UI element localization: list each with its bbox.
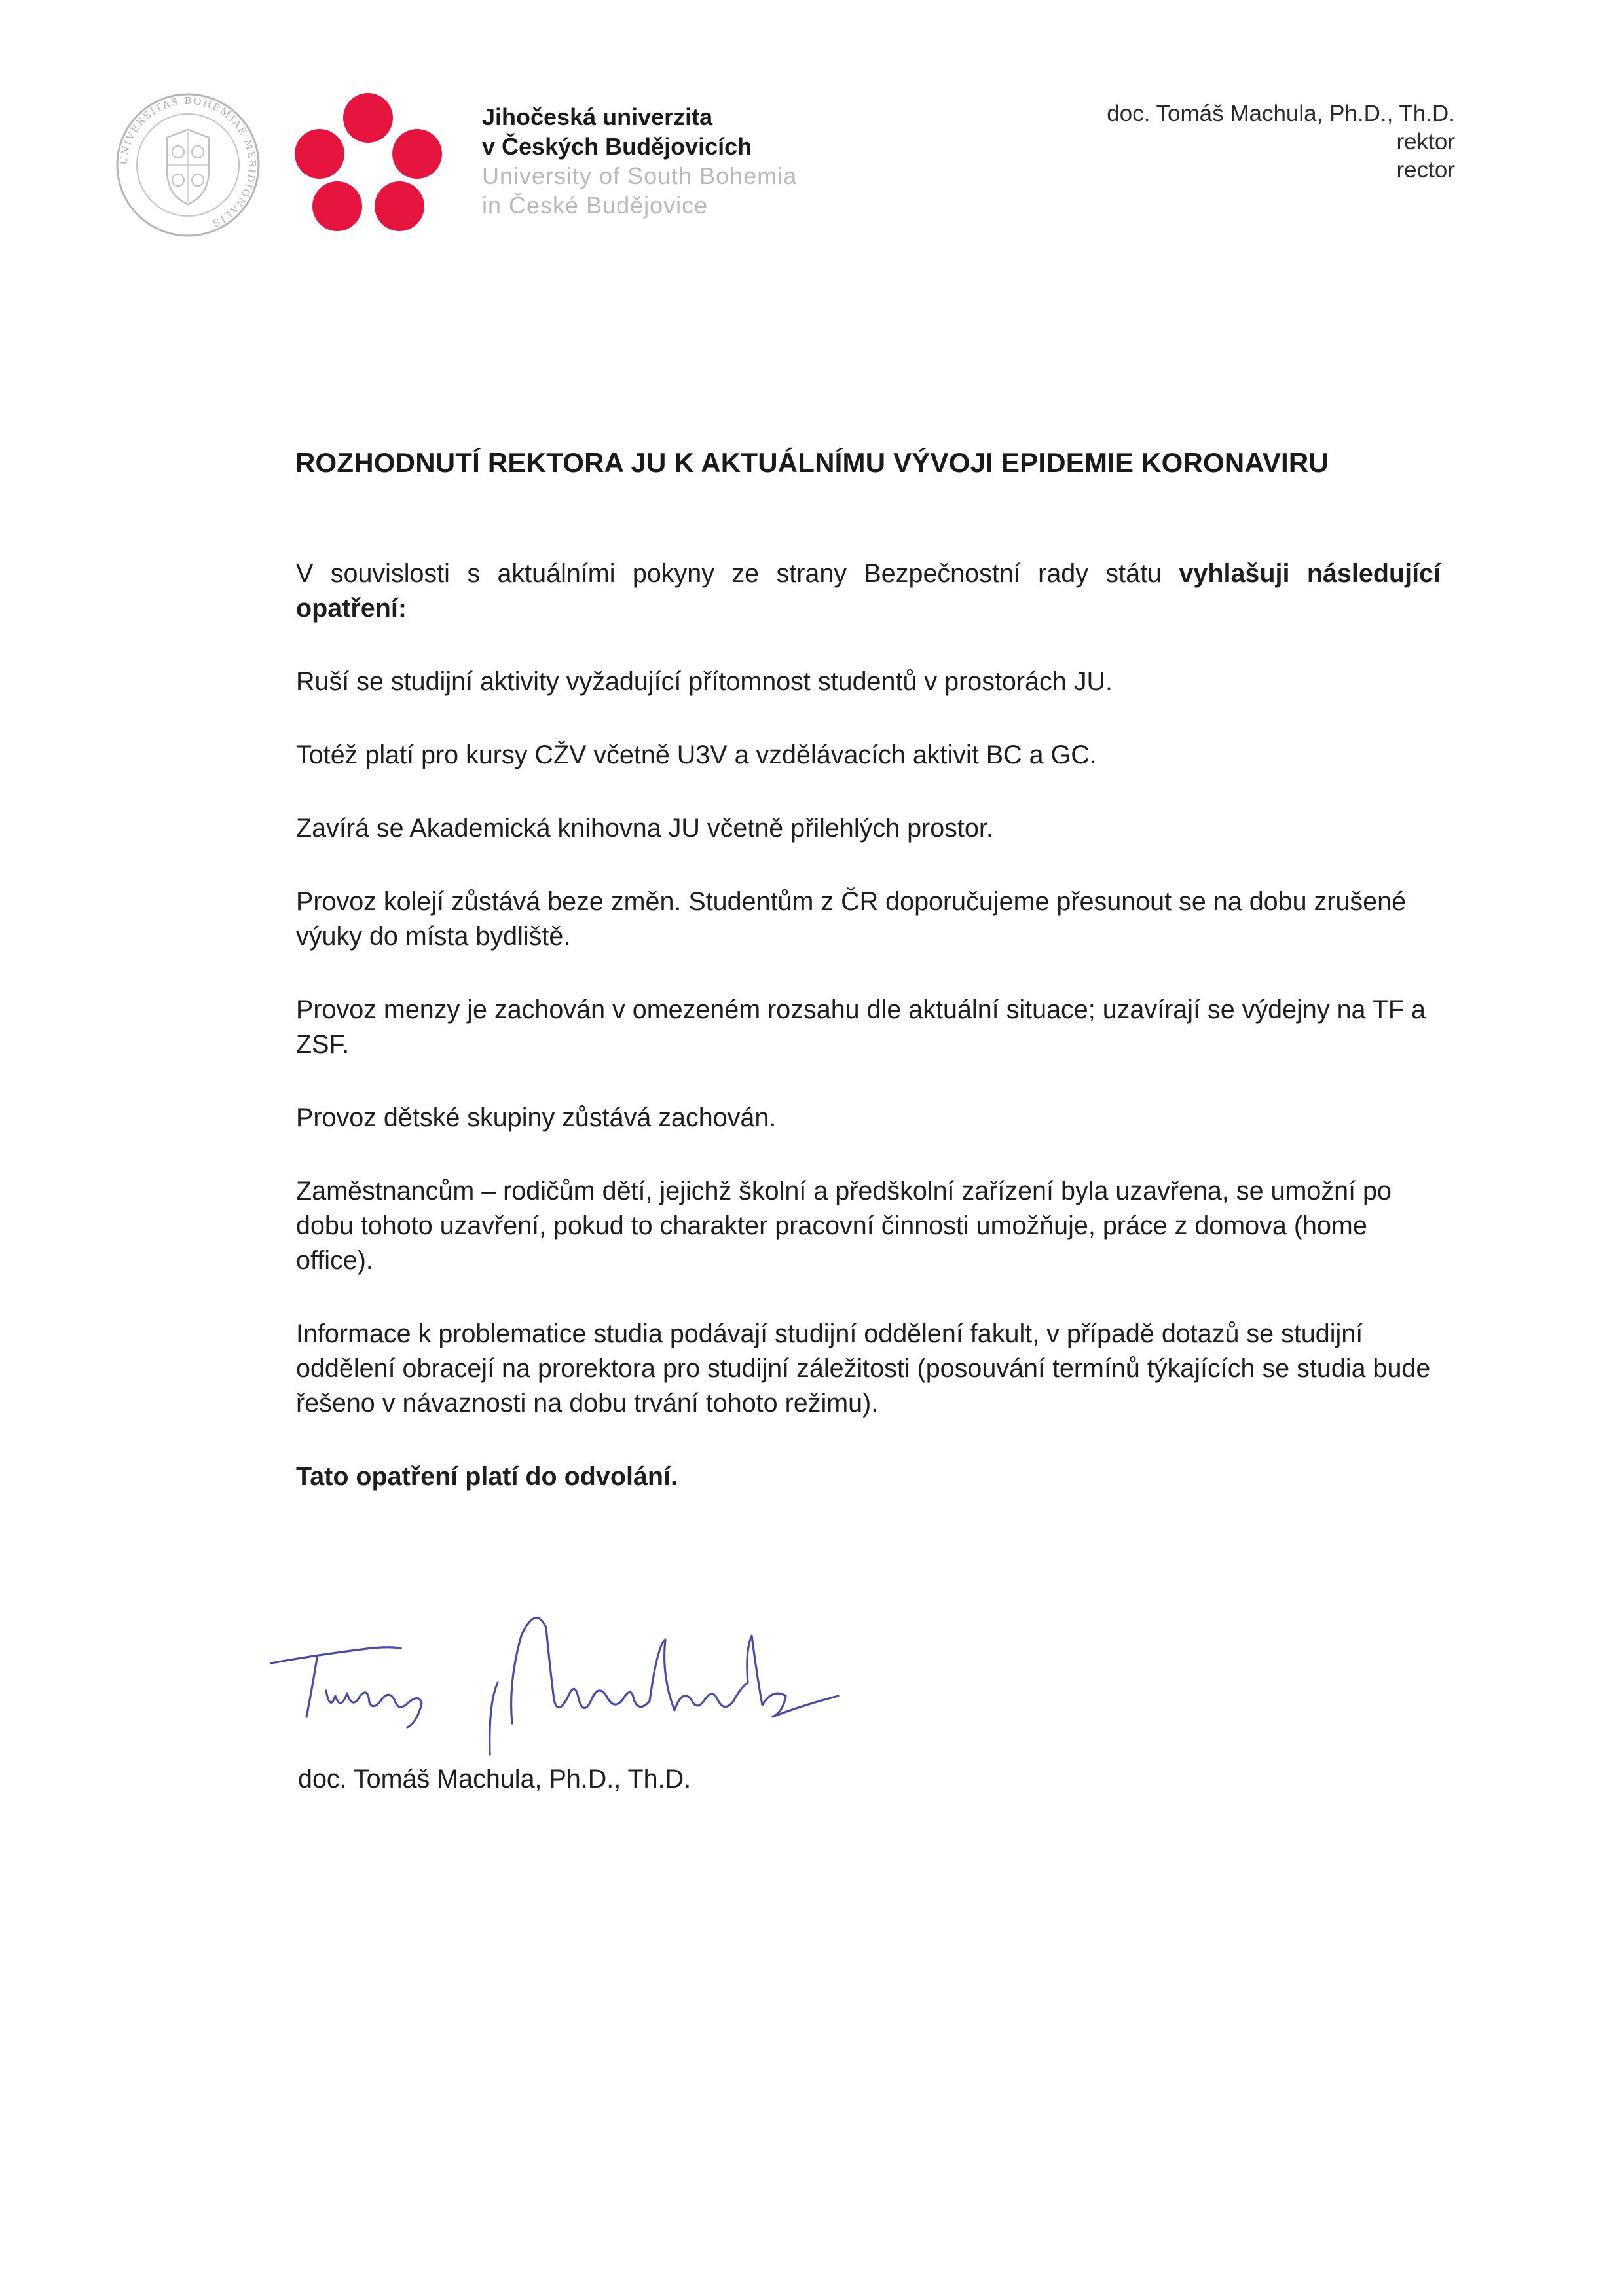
paragraph-8: Informace k problematice studia podávají studijní oddělení fakult, v případě dotazů se studijní oddělení obracejí na prorektora pro studijní záležitosti (posouvání termínů týkajících se studia bude řešeno v návaznosti na dobu trvání tohoto režimu). [296, 1319, 1431, 1418]
closing-statement [296, 1460, 1441, 1494]
university-name-en-2: in České Budějovice [482, 192, 709, 219]
rector-header [1107, 100, 1455, 184]
university-seal [115, 92, 262, 239]
handwritten-signature [262, 1571, 877, 1768]
paragraph-4: Provoz kolejí zůstává beze změn. Studentům z ČR doporučujeme přesunout se na dobu zrušené výuky do místa bydliště. [296, 887, 1407, 951]
university-name [482, 102, 797, 220]
paragraph-2: Totéž platí pro kursy CŽV včetně U3V a vzdělávacích aktivit BC a GC. [296, 741, 1097, 769]
rector-name: doc. Tomáš Machula, Ph.D., Th.D. [1107, 101, 1455, 126]
closing-text: Tato opatření platí do odvolání. [296, 1462, 678, 1491]
seal-text: UNIVERSITAS BOHEMIAE MERIDIONALIS [117, 94, 259, 230]
paragraph-1: Ruší se studijní aktivity vyžadující přítomnost studentů v prostorách JU. [296, 667, 1113, 696]
paragraph-6: Provoz dětské skupiny zůstává zachován. [296, 1103, 777, 1132]
paragraph-7: Zaměstnancům – rodičům dětí, jejichž školní a předškolní zařízení byla uzavřena, se umožní po dobu tohoto uzavření, pokud to charakter pracovní činnosti umožňuje, práce z domova (home office). [296, 1177, 1392, 1275]
university-name-cs-1: Jihočeská univerzita [482, 103, 713, 130]
university-name-en-1: University of South Bohemia [482, 162, 798, 189]
signatory-name: doc. Tomáš Machula, Ph.D., Th.D. [298, 1765, 692, 1793]
intro-bold-text: vyhlašuji následující opatření: [296, 559, 1441, 623]
intro-paragraph [296, 557, 1441, 626]
document-body [296, 557, 1441, 1533]
rector-role-en: rector [1396, 157, 1455, 183]
paragraph-3: Zavírá se Akademická knihovna JU včetně přilehlých prostor. [296, 814, 993, 843]
university-name-cs-2: v Českých Budějovicích [482, 133, 752, 160]
document-title: ROZHODNUTÍ REKTORA JU K AKTUÁLNÍMU VÝVOJI EPIDEMIE KORONAVIRU [295, 447, 1329, 478]
rector-role-cs: rektor [1396, 129, 1455, 155]
paragraph-5: Provoz menzy je zachován v omezeném rozsahu dle aktuální situace; uzavírají se výdejny na TF a ZSF. [296, 995, 1426, 1059]
university-logo [295, 92, 445, 236]
intro-text: V souvislosti s aktuálními pokyny ze strany Bezpečnostní rady státu [296, 559, 1179, 588]
